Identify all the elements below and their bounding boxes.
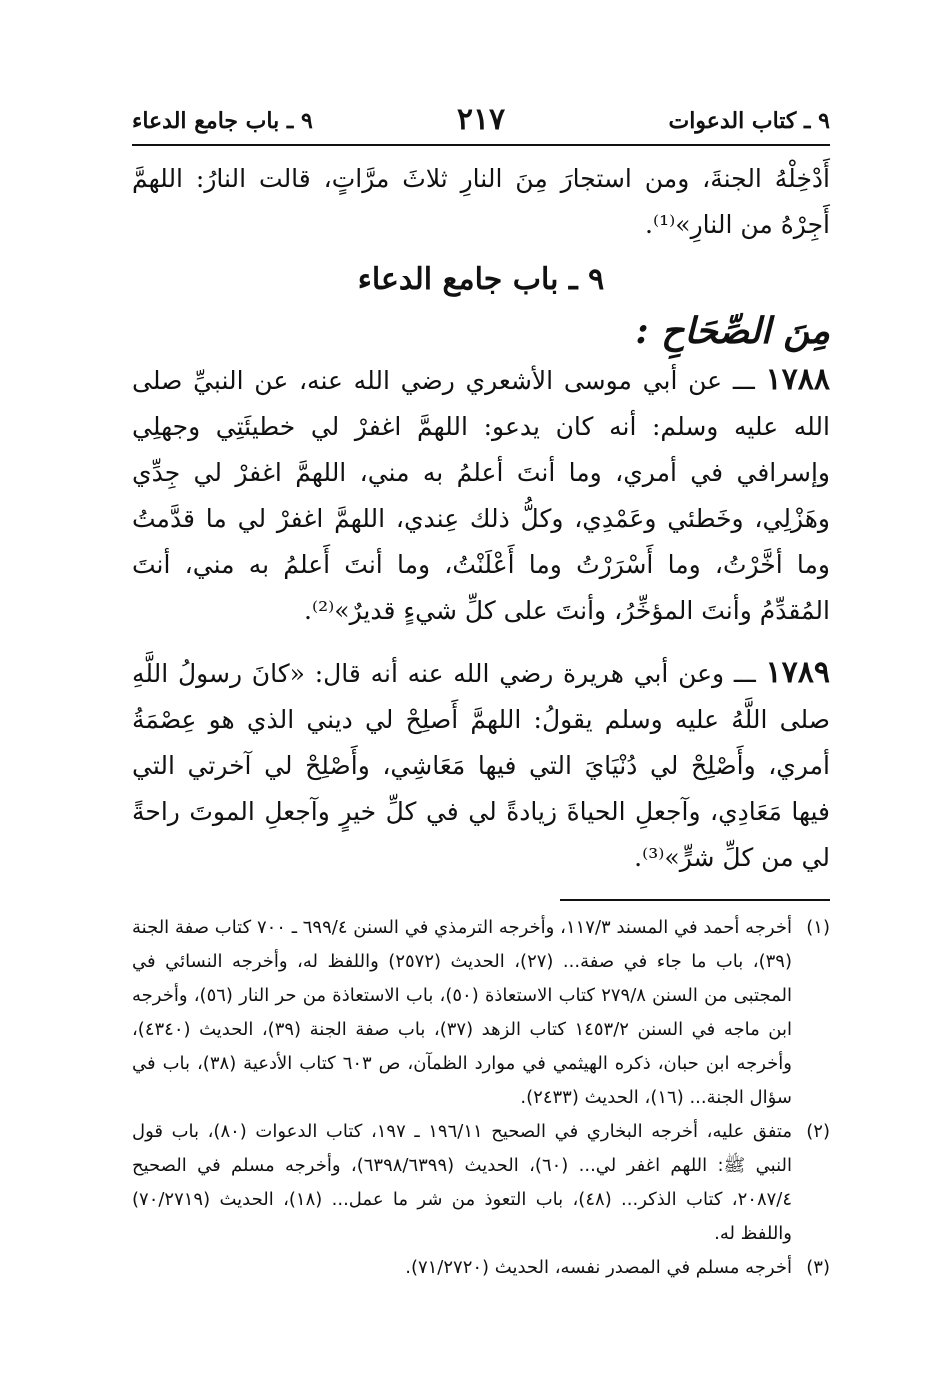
footnote-text: أخرجه أحمد في المسند ١١٧/٣، وأخرجه الترمذي في السنن ٦٩٩/٤ ـ ٧٠٠ كتاب صفة الجنة (٣٩)، باب ما جاء في صفة... (٢٧)، الحديث (٢٥٧٢) واللفظ له، وأخرجه النسائي في المجتبى من السنن ٢٧٩/٨ كتاب الاستعاذة (٥٠)، باب الاستعاذة من حر النار (٥٦)، وأخرجه ابن ماجه في السنن ١٤٥٣/٢ كتاب الزهد (٣٧)، باب صفة الجنة (٣٩)، الحديث (٤٣٤٠)، وأخرجه ابن حبان، ذكره الهيثمي في موارد الظمآن، ص ٦٠٣ كتاب الأدعية (٣٨)، باب في سؤال الجنة... (١٦)، الحديث (٢٤٣٣). xyxy=(132,917,793,1108)
hadith-number: ١٧٨٩ xyxy=(765,655,830,690)
footnote-divider xyxy=(560,899,830,901)
footnotes xyxy=(132,911,830,1285)
chapter-heading: ٩ ـ باب جامع الدعاء xyxy=(357,262,605,297)
footnote xyxy=(132,911,830,1115)
footnote-number: (٣) xyxy=(806,1257,830,1278)
hadith-paragraph xyxy=(132,357,830,634)
section-label: مِنَ الصِّحَاحِ : xyxy=(635,310,830,352)
footnote xyxy=(132,1251,830,1285)
running-header xyxy=(132,98,830,146)
page-number: ٢١٧ xyxy=(456,102,506,137)
footnote xyxy=(132,1115,830,1251)
hadith-text: ـــ عن أبي موسى الأشعري رضي الله عنه، عن النبيِّ صلى الله عليه وسلم: أنه كان يدعو: اللهمَّ اغفرْ لي خطيئَتِي وجهلِي وإسرافي في أمري، وما أنتَ أعلمُ به مني، اللهمَّ اغفرْ لي جِدِّي وهَزْلِي، وخَطئي وعَمْدِي، وكلُّ ذلك عِندي، اللهمَّ اغفرْ لي ما قدَّمتُ وما أخَّرْتُ، وما أَسْرَرْتُ وما أَعْلَنْتُ، وما أنتَ أَعلمُ به مني، أنتَ المُقدِّمُ وأنتَ المؤخِّرُ، وأنتَ على كلِّ شيءٍ قديرٌ»⁽²⁾. xyxy=(132,366,830,625)
intro-paragraph: أَدْخِلْهُ الجنةَ، ومن استجارَ مِنَ النارِ ثلاثَ مرَّاتٍ، قالت النارُ: اللهمَّ أَجِرْهُ من النارِ»⁽¹⁾. xyxy=(132,164,830,239)
footnote-text: متفق عليه، أخرجه البخاري في الصحيح ١٩٦/١١ ـ ١٩٧، كتاب الدعوات (٨٠)، باب قول النبي ﷺ: اللهم اغفر لي... (٦٠)، الحديث (٦٣٩٨/٦٣٩٩)، وأخرجه مسلم في الصحيح ٢٠٨٧/٤، كتاب الذكر... (٤٨)، باب التعوذ من شر ما عمل... (١٨)، الحديث (٧٠/٢٧١٩) واللفظ له. xyxy=(132,1121,793,1244)
section-title: ٩ ـ باب جامع الدعاء xyxy=(132,108,313,134)
book-chapter-title: ٩ ـ كتاب الدعوات xyxy=(668,108,830,134)
hadith-text: ـــ وعن أبي هريرة رضي الله عنه أنه قال: «كانَ رسولُ اللَّهِ صلى اللَّهُ عليه وسلم يقولُ: اللهمَّ أَصلِحْ لي ديني الذي هو عِصْمَةُ أمري، وأَصْلِحْ لي دُنْيَايَ التي فيها مَعَاشِي، وأَصْلِحْ لي آخرتي التي فيها مَعَادِي، وآجعلِ الحياةَ زيادةً لي في كلِّ خيرٍ وآجعلِ الموتَ راحةً لي من كلِّ شرٍّ»⁽³⁾. xyxy=(132,659,830,872)
hadith-number: ١٧٨٨ xyxy=(765,362,830,397)
footnote-number: (١) xyxy=(806,917,830,938)
book-page xyxy=(132,98,830,1285)
footnote-text: أخرجه مسلم في المصدر نفسه، الحديث (٧١/٢٧٢٠). xyxy=(405,1257,792,1278)
hadith-paragraph xyxy=(132,650,830,881)
footnote-number: (٢) xyxy=(806,1121,830,1142)
